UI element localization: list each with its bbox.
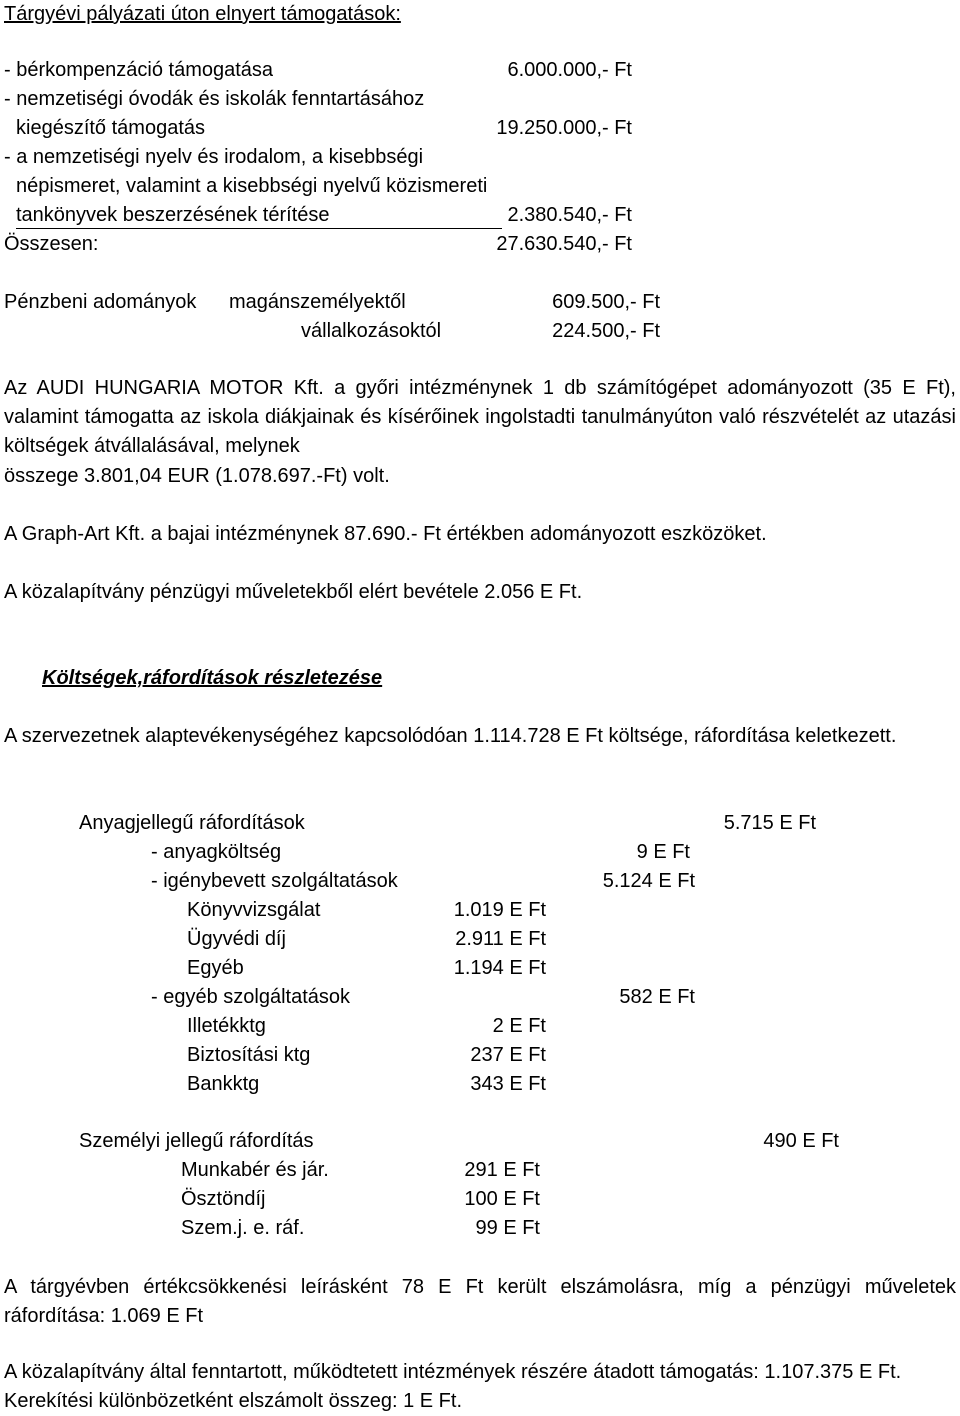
cost-category-value: 5.715 E Ft: [723, 812, 816, 834]
cost-subcategory-value: 5.124 E Ft: [602, 870, 695, 892]
grant-item-label: kiegészítő támogatás: [16, 117, 205, 139]
cost-subcategory-label: - igénybevett szolgáltatások: [151, 870, 398, 892]
depreciation-paragraph: A tárgyévben értékcsökkenési leírásként 78 E Ft került elszámolásra, míg a pénzügyi műveletek ráfordítása: 1.069 E Ft: [4, 1276, 956, 1327]
cost-item-value: 2 E Ft: [492, 1015, 546, 1037]
grant-item-value: 6.000.000,- Ft: [507, 59, 632, 81]
cost-item-label: Illetékktg: [187, 1015, 266, 1037]
graphart-paragraph: A Graph-Art Kft. a bajai intézménynek 87.690.- Ft értékben adományozott eszközöket.: [4, 523, 767, 545]
grant-item-label: népismeret, valamint a kisebbségi nyelvű közismereti: [16, 175, 488, 197]
cost-category-value: 490 E Ft: [763, 1130, 839, 1152]
cost-item-value: 291 E Ft: [464, 1159, 540, 1181]
cost-item-label: Ügyvédi díj: [187, 928, 286, 950]
donations-private-value: 609.500,- Ft: [552, 291, 660, 313]
cost-subcategory-label: - egyéb szolgáltatások: [151, 986, 351, 1008]
cost-category-label: Személyi jellegű ráfordítás: [79, 1130, 314, 1152]
cost-item-label: Munkabér és jár.: [181, 1159, 329, 1181]
grant-item-label: - a nemzetiségi nyelv és irodalom, a kisebbségi: [4, 146, 424, 168]
cost-item-label: Biztosítási ktg: [187, 1044, 311, 1066]
cost-item-label: Bankktg: [187, 1073, 260, 1095]
cost-item-value: 2.911 E Ft: [455, 928, 546, 950]
cost-item-value: 237 E Ft: [470, 1044, 546, 1066]
audi-paragraph: Az AUDI HUNGARIA MOTOR Kft. a győri intézménynek 1 db számítógépet adományozott (35 E Ft), valamint támogatta az iskola diákjainak és kísérőinek ingolstadti tanulmányúton való részvételét az utazási költségek átvállalásával, melynek: [4, 377, 956, 457]
costs-intro: A szervezetnek alaptevékenységéhez kapcsolódóan 1.114.728 E Ft költsége, ráfordítása keletkezett.: [4, 725, 897, 747]
cost-item-label: Ösztöndíj: [181, 1188, 266, 1210]
grant-item-label: - bérkompenzáció támogatása: [4, 59, 274, 81]
cost-item-value: 1.194 E Ft: [453, 957, 546, 979]
cost-subcategory-value: 9 E Ft: [636, 841, 690, 863]
financial-income-paragraph: A közalapítvány pénzügyi műveletekből elért bevétele 2.056 E Ft.: [4, 581, 583, 603]
donations-business-label: vállalkozásoktól: [301, 320, 442, 342]
grant-item-value: 2.380.540,- Ft: [507, 204, 632, 226]
costs-heading: Költségek,ráfordítások részletezése: [42, 667, 383, 689]
cost-subcategory-label: - anyagköltség: [151, 841, 282, 863]
section-title: Tárgyévi pályázati úton elnyert támogatások:: [4, 3, 401, 25]
cost-item-value: 99 E Ft: [475, 1217, 540, 1239]
cost-item-label: Egyéb: [187, 957, 244, 979]
cost-item-value: 1.019 E Ft: [453, 899, 546, 921]
grants-total-value: 27.630.540,- Ft: [496, 233, 632, 255]
audi-paragraph-last: összege 3.801,04 EUR (1.078.697.-Ft) volt.: [4, 465, 390, 487]
cost-category-label: Anyagjellegű ráfordítások: [79, 812, 305, 834]
cost-item-label: Szem.j. e. ráf.: [181, 1217, 305, 1239]
grants-total-label: Összesen:: [4, 233, 99, 255]
cost-item-value: 343 E Ft: [470, 1073, 546, 1095]
donations-private-label: magánszemélyektől: [229, 291, 406, 313]
cost-item-value: 100 E Ft: [464, 1188, 540, 1210]
rounding-paragraph: Kerekítési különbözetként elszámolt összeg: 1 E Ft.: [4, 1390, 462, 1412]
grant-item-label: tankönyvek beszerzésének térítése: [16, 204, 330, 226]
cost-item-label: Könyvvizsgálat: [187, 899, 321, 921]
donations-label: Pénzbeni adományok: [4, 291, 197, 313]
grant-item-value: 19.250.000,- Ft: [496, 117, 632, 139]
donations-business-value: 224.500,- Ft: [552, 320, 660, 342]
underline-rule: [16, 228, 502, 229]
grant-item-label: - nemzetiségi óvodák és iskolák fenntartásához: [4, 88, 425, 110]
cost-subcategory-value: 582 E Ft: [619, 986, 695, 1008]
support-paragraph: A közalapítvány által fenntartott, működtetett intézmények részére átadott támogatás: 1.107.375 E Ft.: [4, 1361, 902, 1383]
